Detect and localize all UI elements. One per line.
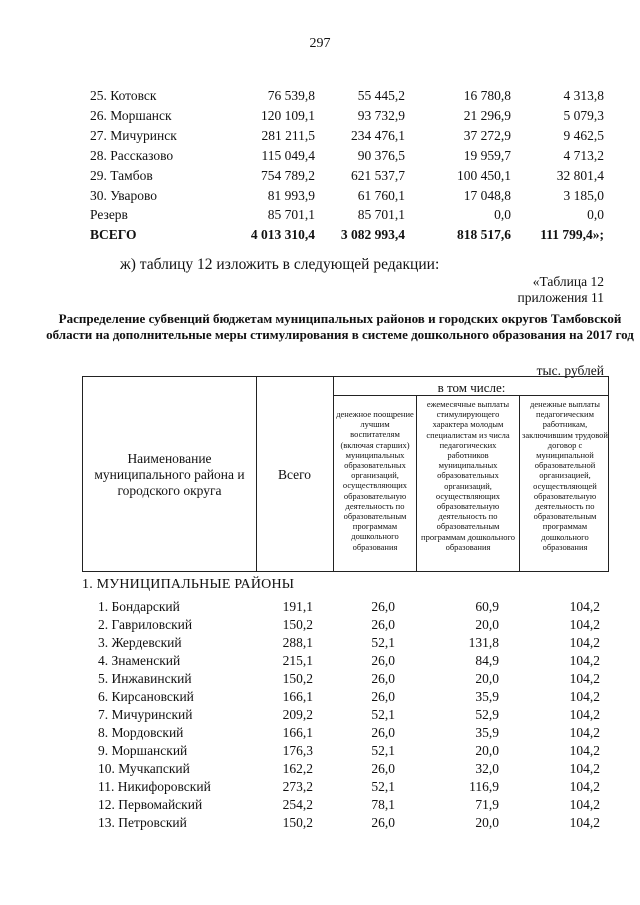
cell: 104,2 bbox=[569, 761, 600, 776]
cell-total: 150,2 bbox=[282, 671, 313, 686]
district-name: 5. Инжавинский bbox=[98, 671, 192, 686]
total-row bbox=[0, 227, 640, 247]
cell: 4 313,8 bbox=[563, 88, 604, 103]
table-row bbox=[0, 725, 640, 743]
cell-total: 288,1 bbox=[282, 635, 313, 650]
cell: 26,0 bbox=[371, 671, 395, 686]
column-divider bbox=[519, 395, 520, 571]
cell: 104,2 bbox=[569, 635, 600, 650]
cell: 104,2 bbox=[569, 779, 600, 794]
table-row bbox=[0, 599, 640, 617]
row-name: 25. Котовск bbox=[90, 88, 157, 103]
district-name: 10. Мучкапский bbox=[98, 761, 190, 776]
cell: 61 760,1 bbox=[357, 188, 405, 203]
cell: 71,9 bbox=[475, 797, 499, 812]
table-row bbox=[0, 188, 640, 208]
cell: 85 701,1 bbox=[267, 207, 315, 222]
cell-total: 176,3 bbox=[282, 743, 313, 758]
total-label: ВСЕГО bbox=[90, 227, 137, 242]
table-reference: «Таблица 12 bbox=[532, 274, 604, 289]
table-row bbox=[0, 707, 640, 725]
row-name: 28. Рассказово bbox=[90, 148, 174, 163]
cell: 26,0 bbox=[371, 599, 395, 614]
cell: 32,0 bbox=[475, 761, 499, 776]
cell-total: 162,2 bbox=[282, 761, 313, 776]
district-name: 4. Знаменский bbox=[98, 653, 181, 668]
cell: 78,1 bbox=[371, 797, 395, 812]
cell-total: 254,2 bbox=[282, 797, 313, 812]
cell: 621 537,7 bbox=[351, 168, 405, 183]
cell: 17 048,8 bbox=[463, 188, 511, 203]
table-row bbox=[0, 671, 640, 689]
district-name: 11. Никифоровский bbox=[98, 779, 211, 794]
header-including: в том числе: bbox=[437, 380, 506, 395]
cell: 84,9 bbox=[475, 653, 499, 668]
cell: 818 517,6 bbox=[457, 227, 511, 242]
cell: 81 993,9 bbox=[267, 188, 315, 203]
cell: 754 789,2 bbox=[261, 168, 315, 183]
table-row bbox=[0, 148, 640, 168]
cell-total: 209,2 bbox=[282, 707, 313, 722]
cell-total: 150,2 bbox=[282, 617, 313, 632]
cell-total: 166,1 bbox=[282, 689, 313, 704]
cell: 20,0 bbox=[475, 815, 499, 830]
cell: 35,9 bbox=[475, 689, 499, 704]
district-name: 8. Мордовский bbox=[98, 725, 184, 740]
table-row bbox=[0, 168, 640, 188]
cell: 60,9 bbox=[475, 599, 499, 614]
table-row bbox=[0, 207, 640, 227]
district-name: 9. Моршанский bbox=[98, 743, 188, 758]
cell-total: 191,1 bbox=[282, 599, 313, 614]
table-row bbox=[0, 635, 640, 653]
cell: 26,0 bbox=[371, 653, 395, 668]
column-divider bbox=[333, 377, 334, 571]
district-name: 6. Кирсановский bbox=[98, 689, 194, 704]
row-name: 29. Тамбов bbox=[90, 168, 153, 183]
cell: 4 013 310,4 bbox=[250, 227, 315, 242]
cell: 120 109,1 bbox=[261, 108, 315, 123]
cell: 104,2 bbox=[569, 617, 600, 632]
cell: 104,2 bbox=[569, 707, 600, 722]
cell: 234 476,1 bbox=[351, 128, 405, 143]
cell: 20,0 bbox=[475, 743, 499, 758]
cell: 115 049,4 bbox=[261, 148, 315, 163]
cell: 3 185,0 bbox=[563, 188, 604, 203]
cell: 20,0 bbox=[475, 671, 499, 686]
cell: 93 732,9 bbox=[357, 108, 405, 123]
table-row bbox=[0, 815, 640, 833]
cell: 85 701,1 bbox=[357, 207, 405, 222]
table-header bbox=[82, 376, 609, 572]
cell: 52,9 bbox=[475, 707, 499, 722]
cell: 52,1 bbox=[371, 743, 395, 758]
cell-total: 215,1 bbox=[282, 653, 313, 668]
district-name: 3. Жердевский bbox=[98, 635, 182, 650]
table-row bbox=[0, 779, 640, 797]
cell: 3 082 993,4 bbox=[340, 227, 405, 242]
cell: 104,2 bbox=[569, 653, 600, 668]
cell: 26,0 bbox=[371, 761, 395, 776]
header-col-payments: денежные выплаты педагогическим работникам, заключившим трудовой договор с муниципальной образовательной организацией, осуществляющей образовательную деятельность по образовательным программам дошкольного образования bbox=[522, 399, 608, 552]
cell: 90 376,5 bbox=[357, 148, 405, 163]
section-title: 1. МУНИЦИПАЛЬНЫЕ РАЙОНЫ bbox=[82, 577, 295, 592]
row-name: 27. Мичуринск bbox=[90, 128, 177, 143]
cell: 9 462,5 bbox=[563, 128, 604, 143]
cell: 52,1 bbox=[371, 707, 395, 722]
cell: 37 272,9 bbox=[463, 128, 511, 143]
cell: 5 079,3 bbox=[563, 108, 604, 123]
row-name: 26. Моршанск bbox=[90, 108, 172, 123]
cell: 0,0 bbox=[587, 207, 604, 222]
district-name: 12. Первомайский bbox=[98, 797, 203, 812]
cell: 281 211,5 bbox=[261, 128, 315, 143]
cell: 26,0 bbox=[371, 815, 395, 830]
column-divider bbox=[416, 395, 417, 571]
table-row bbox=[0, 108, 640, 128]
cell: 104,2 bbox=[569, 797, 600, 812]
table-row bbox=[0, 743, 640, 761]
header-name: Наименование муниципального района и городского округа bbox=[94, 451, 245, 498]
cell: 100 450,1 bbox=[457, 168, 511, 183]
amendment-instruction: ж) таблицу 12 изложить в следующей редакции: bbox=[120, 256, 440, 273]
table-row bbox=[0, 797, 640, 815]
cell: 19 959,7 bbox=[463, 148, 511, 163]
cell-total: 150,2 bbox=[282, 815, 313, 830]
cell: 104,2 bbox=[569, 815, 600, 830]
cell: 111 799,4»; bbox=[540, 227, 604, 242]
table-row bbox=[0, 653, 640, 671]
cell: 52,1 bbox=[371, 779, 395, 794]
cell: 55 445,2 bbox=[357, 88, 405, 103]
cell: 21 296,9 bbox=[463, 108, 511, 123]
district-name: 13. Петровский bbox=[98, 815, 187, 830]
units-label: тыс. рублей bbox=[536, 363, 604, 378]
page-number: 297 bbox=[309, 36, 331, 51]
district-name: 2. Гавриловский bbox=[98, 617, 193, 632]
district-name: 7. Мичуринский bbox=[98, 707, 193, 722]
cell: 20,0 bbox=[475, 617, 499, 632]
district-name: 1. Бондарский bbox=[98, 599, 180, 614]
table-row bbox=[0, 617, 640, 635]
header-col-young-specialists: ежемесячные выплаты стимулирующего характера молодым специалистам из числа педагогических работников муниципальных образовательных организаций, осуществляющих образовательную деятельность по образовательным программам дошкольного образования bbox=[421, 399, 515, 552]
cell: 26,0 bbox=[371, 725, 395, 740]
table-row bbox=[0, 128, 640, 148]
table-row bbox=[0, 88, 640, 108]
cell: 26,0 bbox=[371, 689, 395, 704]
cell: 116,9 bbox=[469, 779, 499, 794]
header-col-bonus: денежное поощрение лучшим воспитателям (включая старших) муниципальных образовательных организаций, осуществляющих образовательную деятельность по образовательным программам дошкольного образования bbox=[336, 409, 414, 552]
cell: 16 780,8 bbox=[463, 88, 511, 103]
table-row bbox=[0, 689, 640, 707]
row-name: 30. Уварово bbox=[90, 188, 158, 203]
cell: 131,8 bbox=[468, 635, 499, 650]
appendix-reference: приложения 11 bbox=[517, 290, 604, 305]
cell: 104,2 bbox=[569, 725, 600, 740]
cell: 104,2 bbox=[569, 743, 600, 758]
cell: 4 713,2 bbox=[563, 148, 604, 163]
table-row bbox=[0, 761, 640, 779]
row-name: Резерв bbox=[90, 207, 128, 222]
cell: 35,9 bbox=[475, 725, 499, 740]
cell: 52,1 bbox=[371, 635, 395, 650]
header-total: Всего bbox=[277, 467, 312, 482]
cell: 104,2 bbox=[569, 671, 600, 686]
cell-total: 273,2 bbox=[282, 779, 313, 794]
cell: 76 539,8 bbox=[267, 88, 315, 103]
cell-total: 166,1 bbox=[282, 725, 313, 740]
cell: 104,2 bbox=[569, 599, 600, 614]
table-title: Распределение субвенций бюджетам муниципальных районов и городских округов Тамбовской области на дополнительные меры стимулирования в системе дошкольного образования на 2017 год bbox=[46, 311, 634, 342]
cell: 104,2 bbox=[569, 689, 600, 704]
cell: 0,0 bbox=[494, 207, 511, 222]
cell: 32 801,4 bbox=[556, 168, 604, 183]
cell: 26,0 bbox=[371, 617, 395, 632]
